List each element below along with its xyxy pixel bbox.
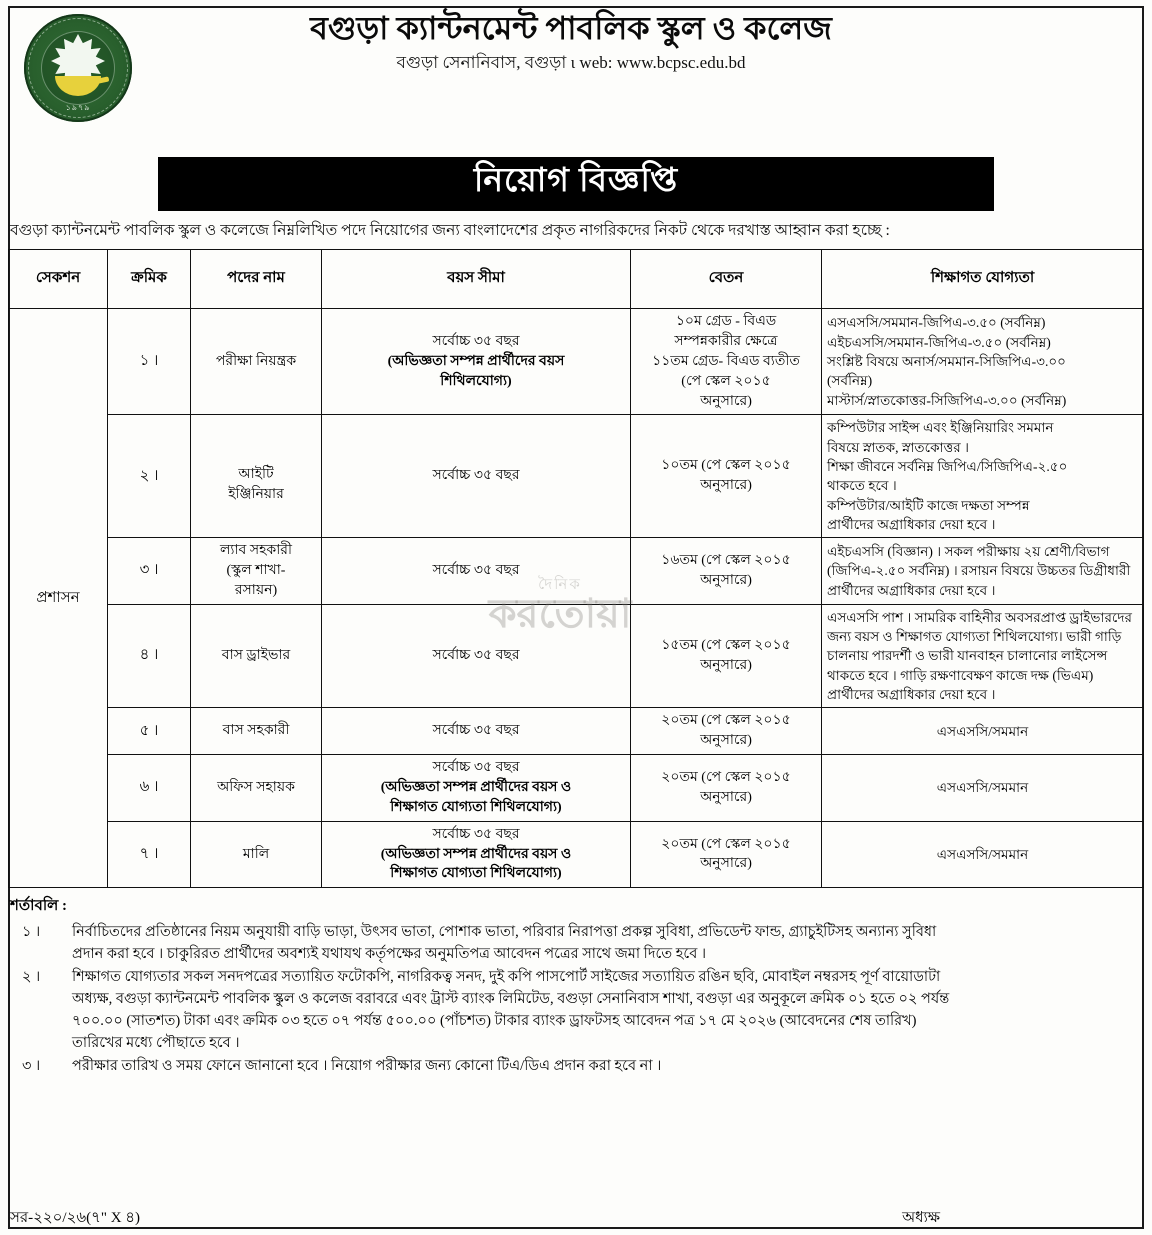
watermark-line2: করতোয়া — [488, 591, 632, 636]
row-serial: ৭ । — [108, 821, 191, 888]
row-post-name: বাস সহকারী — [191, 708, 322, 755]
table-header-row — [9, 250, 1144, 309]
age-main: সর্বোচ্চ ৩৫ বছর — [432, 760, 520, 776]
row-education — [822, 415, 1144, 538]
pay-line3: ১১তম গ্রেড- বিএড ব্যতীত — [652, 353, 800, 369]
edu-line: এসএসসি পাশ । সামরিক বাহিনীর অবসরপ্রাপ্ত ড্রাইভারদের — [827, 609, 1133, 625]
logo-container — [8, 10, 148, 122]
column-header-education: শিক্ষাগত যোগ্যতা — [822, 250, 1144, 309]
pay-line2: অনুসারে) — [700, 733, 752, 749]
section-cell: প্রশাসন — [9, 309, 108, 888]
pay-line1: ২০তম (পে স্কেল ২০১৫ — [661, 769, 791, 785]
header-text-block — [148, 10, 1144, 75]
school-seal-icon — [24, 14, 132, 122]
edu-line: (সর্বনিম্ন) — [827, 373, 873, 389]
vacancy-table — [8, 249, 1144, 888]
edu-line: প্রার্থীদের অগ্রাধিকার দেয়া হবে । — [827, 686, 996, 702]
pay-line1: ১৬তম (পে স্কেল ২০১৫ — [661, 553, 791, 569]
row-pay-scale — [631, 821, 822, 888]
condition-text — [72, 921, 1142, 965]
condition-item — [10, 966, 1142, 1054]
post-line1: আইটি — [238, 467, 274, 483]
row-age-limit — [322, 309, 631, 415]
intro-paragraph: বগুড়া ক্যান্টনমেন্ট পাবলিক স্কুল ও কলেজে নিম্নলিখিত পদে নিয়োগের জন্য বাংলাদেশের প্রকৃত নাগরিকদের নিকট থেকে দরখাস্ত আহ্বান করা হচ্ছে : — [10, 221, 890, 239]
edu-line: বিষয়ে স্নাতক, স্নাতকোত্তর । — [827, 439, 969, 455]
edu-line: এইচএসসি/সমমান-জিপিএ-৩.৫০ (সর্বনিম্ন) — [827, 334, 1051, 350]
edu-line: থাকতে হবে । — [827, 478, 897, 494]
age-main: সর্বোচ্চ ৩৫ বছর — [432, 826, 520, 842]
row-pay-scale — [631, 415, 822, 538]
conditions-title: শর্তাবলি : — [10, 898, 68, 915]
footer-signatory: অধ্যক্ষ — [902, 1210, 940, 1226]
row-education: এসএসসি/সমমান — [822, 755, 1144, 822]
table-row — [9, 708, 1144, 755]
row-serial: ৬ । — [108, 755, 191, 822]
condition-item — [10, 1055, 1142, 1077]
table-row — [9, 415, 1144, 538]
condition-line: পরীক্ষার তারিখ ও সময় ফোনে জানানো হবে । নিয়োগ পরীক্ষার জন্য কোনো টিএ/ডিএ প্রদান করা হবে না । — [72, 1058, 662, 1075]
pay-line5: অনুসারে) — [700, 393, 752, 409]
pay-line1: ২০তম (পে স্কেল ২০১৫ — [661, 713, 791, 729]
row-pay-scale — [631, 604, 822, 707]
conditions-section — [8, 888, 1144, 1078]
row-age-limit: সর্বোচ্চ ৩৫ বছর — [322, 708, 631, 755]
edu-line: এইচএসসি (বিজ্ঞান) । সকল পরীক্ষায় ২য় শ্রেণী/বিভাগ — [827, 544, 1110, 560]
table-row — [9, 309, 1144, 415]
edu-line: মাস্টার্স/স্নাতকোত্তর-সিজিপিএ-৩.০০ (সর্বনিম্ন) — [827, 392, 1067, 408]
post-line1: ল্যাব সহকারী — [219, 543, 292, 559]
pay-line2: অনুসারে) — [700, 658, 752, 674]
pay-line1: ২০তম (পে স্কেল ২০১৫ — [661, 836, 791, 852]
edu-line: কম্পিউটার সাইন্স এবং ইঞ্জিনিয়ারিং সমমান — [827, 420, 1054, 436]
row-serial: ৫ । — [108, 708, 191, 755]
row-serial: ৪ । — [108, 604, 191, 707]
condition-line: ৭০০.০০ (সাতশত) টাকা এবং ক্রমিক ০৩ হতে ০৭ পর্যন্ত ৫০০.০০ (পাঁচশত) টাকার ব্যাংক ড্রাফটসহ আবেদন পত্র ১৭ মে ২০২৬ (আবেদনের শেষ তারিখ) — [72, 1013, 917, 1030]
edu-line: কম্পিউটার/আইটি কাজে দক্ষতা সম্পন্ন — [827, 497, 1030, 513]
row-post-name — [191, 415, 322, 538]
row-pay-scale — [631, 708, 822, 755]
banner-row — [8, 157, 1144, 211]
row-education: এসএসসি/সমমান — [822, 708, 1144, 755]
age-note-line2: শিক্ষাগত যোগ্যতা শিথিলযোগ্য) — [390, 799, 562, 815]
row-pay-scale — [631, 755, 822, 822]
row-post-name: অফিস সহায়ক — [191, 755, 322, 822]
row-age-limit: সর্বোচ্চ ৩৫ বছর — [322, 538, 631, 605]
condition-text — [72, 966, 1142, 1054]
table-row — [9, 538, 1144, 605]
condition-number: ১ । — [22, 924, 41, 941]
pay-line1: ১৫তম (পে স্কেল ২০১৫ — [661, 638, 791, 654]
column-header-section: সেকশন — [9, 250, 108, 309]
row-post-name — [191, 538, 322, 605]
edu-line: চালনায় পারদর্শী ও ভারী যানবাহন চালানোর লাইসেন্স — [827, 648, 1108, 664]
condition-line: তারিখের মধ্যে পৌছাতে হবে । — [72, 1035, 240, 1052]
condition-number: ২ । — [22, 969, 41, 986]
edu-line: জন্য বয়স ও শিক্ষাগত যোগ্যতা শিথিলযোগ্য। ভারী গাড়ি — [827, 629, 1122, 645]
table-row — [9, 755, 1144, 822]
condition-line: শিক্ষাগত যোগ্যতার সকল সনদপত্রের সত্যায়িত ফটোকপি, নাগরিকত্ব সনদ, দুই কপি পাসপোর্ট সাইজের সত্যায়িত রঙিন ছবি, মোবাইল নম্বরসহ পূর্ণ বায়োডাটা — [72, 969, 941, 986]
post-line2: (স্কুল শাখা- — [226, 563, 286, 579]
row-pay-scale — [631, 538, 822, 605]
organization-address: বগুড়া সেনানিবাস, বগুড়া ι web: www.bcpsc.edu.bd — [396, 52, 746, 72]
column-header-pay: বেতন — [631, 250, 822, 309]
pay-line2: অনুসারে) — [700, 572, 752, 588]
row-pay-scale — [631, 309, 822, 415]
row-serial: ১ । — [108, 309, 191, 415]
age-note-line2: শিথিলযোগ্য) — [440, 373, 512, 389]
column-header-serial: ক্রমিক — [108, 250, 191, 309]
table-row — [9, 821, 1144, 888]
row-age-limit: সর্বোচ্চ ৩৫ বছর — [322, 604, 631, 707]
column-header-age: বয়স সীমা — [322, 250, 631, 309]
age-note-line1: (অভিজ্ঞতা সম্পন্ন প্রার্থীদের বয়স ও — [380, 779, 572, 795]
condition-line: প্রদান করা হবে । চাকুরিরত প্রার্থীদের অবশ্যই যথাযথ কর্তৃপক্ষের অনুমতিপত্র আবেদন পত্রের সাথে জমা দিতে হবে । — [72, 946, 707, 963]
pay-line2: অনুসারে) — [700, 478, 752, 494]
pay-line2: অনুসারে) — [700, 789, 752, 805]
edu-line: সংশ্লিষ্ট বিষয়ে অনার্স/সমমান-সিজিপিএ-৩.০০ — [827, 354, 1067, 370]
row-serial: ২ । — [108, 415, 191, 538]
age-note-line1: (অভিজ্ঞতা সম্পন্ন প্রার্থীদের বয়স ও — [380, 846, 572, 862]
post-line2: ইঞ্জিনিয়ার — [228, 487, 284, 503]
edu-line: প্রার্থীদের অগ্রাধিকার দেয়া হবে । — [827, 516, 996, 532]
condition-text — [72, 1055, 1142, 1077]
watermark-line1: দৈনিক — [538, 577, 582, 593]
row-education — [822, 538, 1144, 605]
row-age-limit — [322, 821, 631, 888]
row-post-name: পরীক্ষা নিয়ন্ত্রক — [191, 309, 322, 415]
column-header-post: পদের নাম — [191, 250, 322, 309]
row-post-name: মালি — [191, 821, 322, 888]
condition-number: ৩ । — [22, 1058, 41, 1075]
seal-year: ১৯৭৯ — [65, 103, 91, 112]
footer-reference-code: সর-২২০/২৬(৭" X ৪) — [10, 1210, 141, 1226]
circular-title-banner: নিয়োগ বিজ্ঞপ্তি — [158, 157, 994, 211]
condition-line: নির্বাচিতদের প্রতিষ্ঠানের নিয়ম অনুযায়ী বাড়ি ভাড়া, উৎসব ভাতা, পোশাক ভাতা, পরিবার নিরাপত্তা প্রকল্প সুবিধা, প্রভিডেন্ট ফান্ড, গ্র্যাচুইটিসহ অন্যান্য সুবিধা — [72, 924, 937, 941]
edu-line: থাকতে হবে । গাড়ি রক্ষণাবেক্ষণ কাজে দক্ষ (ভিএম) — [827, 667, 1094, 683]
row-age-limit: সর্বোচ্চ ৩৫ বছর — [322, 415, 631, 538]
table-row — [9, 604, 1144, 707]
edu-line: শিক্ষা জীবনে সর্বনিম্ন জিপিএ/সিজিপিএ-২.৫০ — [827, 458, 1068, 474]
organization-name: বগুড়া ক্যান্টনমেন্ট পাবলিক স্কুল ও কলেজ — [310, 10, 832, 46]
post-line3: রসায়ন) — [234, 582, 278, 598]
pay-line2: সম্পন্নকারীর ক্ষেত্রে — [674, 333, 778, 349]
pay-line4: (পে স্কেল ২০১৫ — [681, 373, 771, 389]
pay-line2: অনুসারে) — [700, 856, 752, 872]
row-education: এসএসসি/সমমান — [822, 821, 1144, 888]
pay-line1: ১০তম (পে স্কেল ২০১৫ — [661, 458, 791, 474]
age-main: সর্বোচ্চ ৩৫ বছর — [432, 333, 520, 349]
document-header — [8, 6, 1144, 152]
age-note-line1: (অভিজ্ঞতা সম্পন্ন প্রার্থীদের বয়স — [387, 353, 565, 369]
row-serial: ৩ । — [108, 538, 191, 605]
row-post-name: বাস ড্রাইভার — [191, 604, 322, 707]
row-age-limit — [322, 755, 631, 822]
row-education — [822, 604, 1144, 707]
edu-line: এসএসসি/সমমান-জিপিএ-৩.৫০ (সর্বনিম্ন) — [827, 315, 1046, 331]
condition-line: অধ্যক্ষ, বগুড়া ক্যান্টনমেন্ট পাবলিক স্কুল ও কলেজ বরাবরে এবং ট্রাস্ট ব্যাংক লিমিটেড, বগুড়া সেনানিবাস শাখা, বগুড়া এর অনুকূলে ক্রমিক ০১ হতে ০২ পর্যন্ত — [72, 991, 950, 1008]
document-footer — [8, 1196, 1144, 1231]
row-education — [822, 309, 1144, 415]
age-note-line2: শিক্ষাগত যোগ্যতা শিথিলযোগ্য) — [390, 866, 562, 882]
edu-line: প্রার্থীদের অগ্রাধিকার দেয়া হবে । — [827, 582, 996, 598]
pay-line1: ১০ম গ্রেড - বিএড — [675, 314, 777, 330]
edu-line: (জিপিএ-২.৫০ সর্বনিম্ন) । রসায়ন বিষয়ে উচ্চতর ডিগ্রীধারী — [827, 563, 1131, 579]
condition-item — [10, 921, 1142, 965]
